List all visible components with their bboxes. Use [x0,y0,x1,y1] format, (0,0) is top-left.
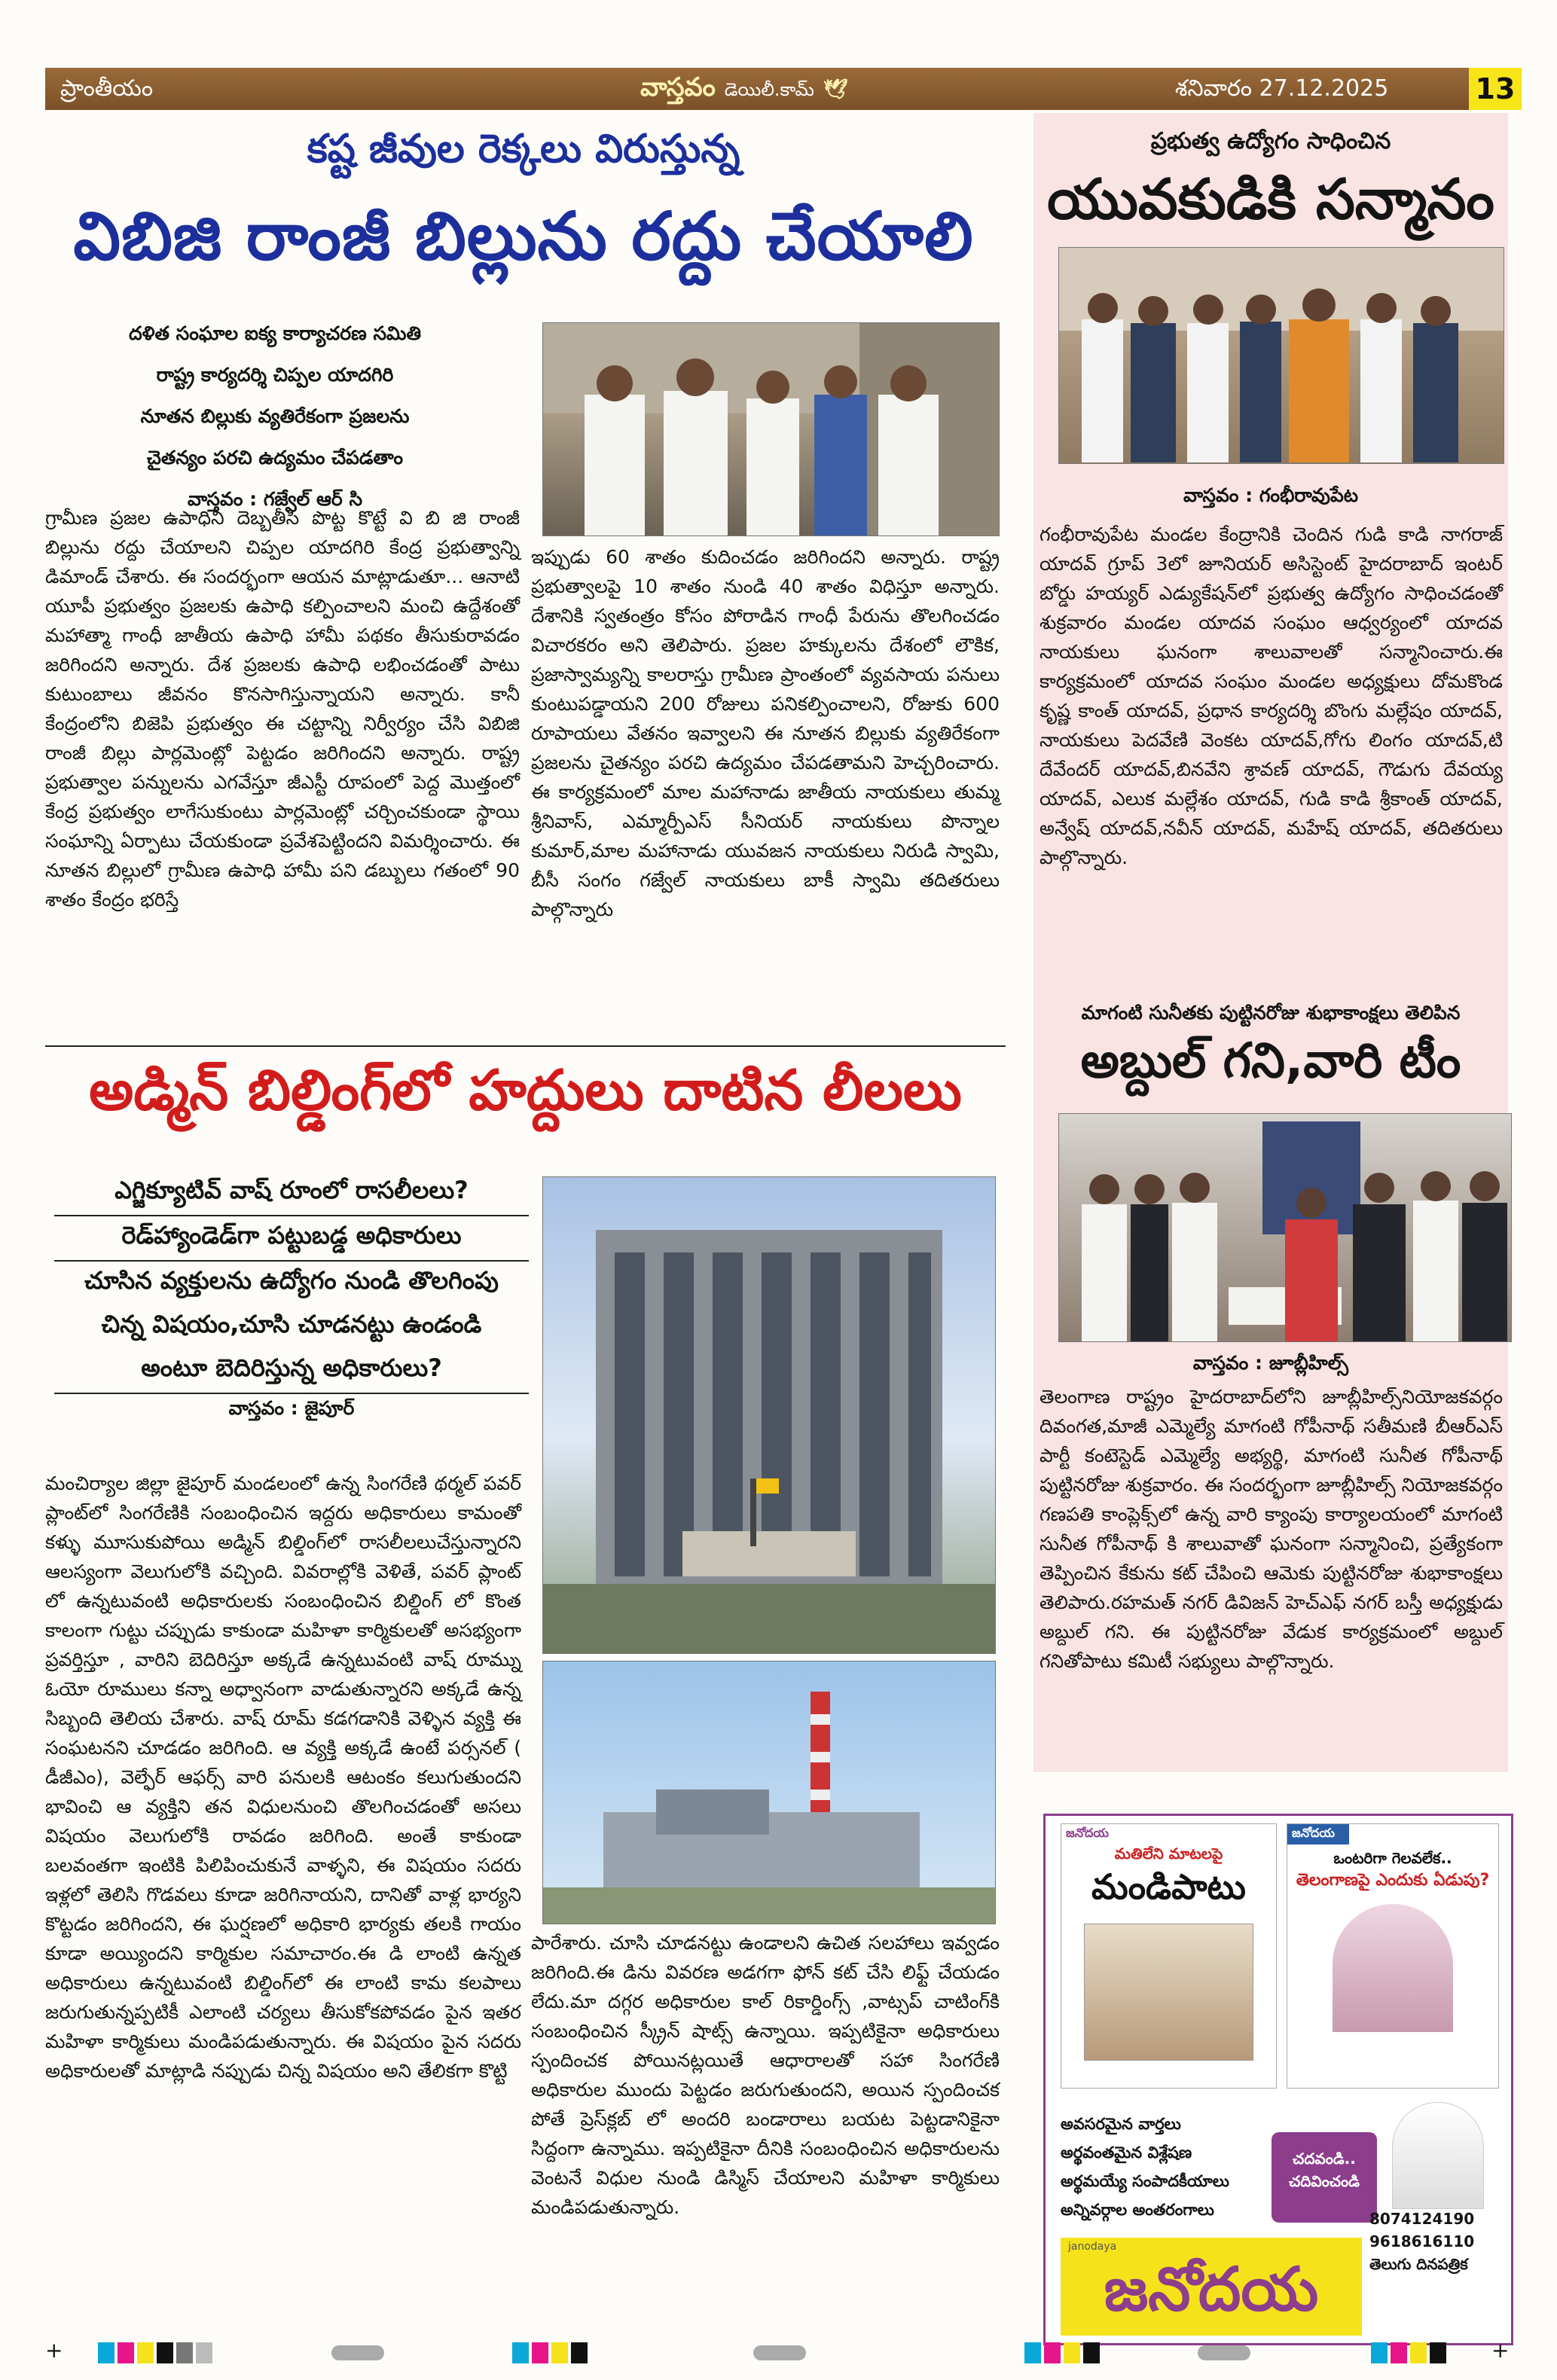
ad-feature-item: అవసరమైన వార్తలు [1061,2115,1181,2133]
page-number: 13 [1469,68,1522,110]
story2-body-col1: మంచిర్యాల జిల్లా జైపూర్ మండలంలో ఉన్న సింగరేణి థర్మల్ పవర్ ప్లాంట్‌లో సింగరేణికి సంబంధించిన ఇద్దరు అధికారులు కామంతో కళ్ళు మూసుకుపోయి అడ్మిన్ బిల్డింగ్‌లో రాసలీలలుచేస్తున్నారని ఆలస్యంగా వెలుగులోకి వచ్చింది. వివరాల్లోకి వెళితే, పవర్ ప్లాంట్ లో ఉన్నటువంటి అధికారులకు సంబంధించిన బిల్డింగ్ లో కొంత కాలంగా గుట్టు చప్పుడు కాకుండా మహిళా కార్మికులతో అసభ్యంగా ప్రవర్తిస్తూ , వారిని బెదిరిస్తూ అక్కడే ఉన్నటువంటి వాష్ రూమ్ను ఓయో రూములు కన్నా అధ్వానంగా వాడుతున్నారని అక్కడే ఉన్న సిబ్బంది తెలియ చేశారు. వాష్ రూమ్ కడగడానికి వెళ్ళిన వ్యక్తి ఈ సంఘటనని చూడడం జరిగింది. ఆ వ్యక్తి అక్కడే ఉంటే పర్సనల్ ( డీజీఎం), వెల్ఫేర్ ఆఫర్స్ వారి పనులకి ఆటంకం కలుగుతుందని భావించి ఆ వ్యక్తిని తన విధులనుంచి తొలగించడంతో అసలు విషయం వెలుగులోకి రావడం జరిగింది. అంతే కాకుండా బలవంతగా ఇంటికి పిలిపించుకునే వాళ్ళని, ఈ విషయం సదరు ఇళ్లలో తెలిసి గొడవలు కూడా జరిగినాయని, దానితో వాళ్ల భార్యని కొట్టడం జరిగిందని, ఈ ఘర్షణలో అధికారి భార్యకు తలకి గాయం కూడా అయ్యిందని కార్మికుల సమాచారం.ఈ డి లాంటి ఉన్నత అధికారులు ఉన్నటువంటి బిల్డింగ్‌లో ఈ లాంటి కామ కలపాలు జరుగుతున్నప్పటికీ ఎలాంటి చర్యలు తీసుకోకపోవడం పైన ఇతర మహిళా కార్మికులు మండిపడుతున్నారు. ఈ విషయం పైన సదరు అధికారులతో మాట్లాడి నప్పుడు చిన్న విషయం అని తేలికగా కొట్టి [45,1472,521,2082]
ad-left-cover [1061,1823,1277,2089]
story4-birthday-photo [1058,1113,1512,1342]
ad-brand-small: janodaya [1068,2241,1117,2253]
building-illustration [543,1177,995,1653]
color-swatch [98,2342,114,2363]
story4-kicker: మాగంటి సునీతకు పుట్టినరోజు శుభాకాంక్షలు తెలిపిన [1081,1002,1461,1024]
crosshair-icon: + [1491,2338,1510,2363]
power-plant-photo [542,1661,996,1924]
ad-phone-numbers [1369,2208,1474,2275]
register-pill [753,2345,806,2360]
story3-kicker: ప్రభుత్వ ఉద్యోగం సాధించిన [1150,128,1391,154]
ad-right-cover [1287,1823,1499,2089]
story3-body: గంభీరావుపేట మండల కేంద్రానికి చెందిన గుడి కాడి నాగరాజ్ యాదవ్ గ్రూప్ 3లో జూనియర్ అసిస్టెంట్ హైదరాబాద్ ఇంటర్ బోర్డు హయ్యర్ ఎడ్యుకేషన్‌లో ప్రభుత్వ ఉద్యోగం సాధించడంతో శుక్రవారం మండల యాదవ సంఘం ఆధ్వర్యంలో యాదవ నాయకులు ఘనంగా శాలువాలతో సన్మానించారు.ఈ కార్యక్రమంలో యాదవ సంఘం మండల అధ్యక్షులు దోమకొండ కృష్ణ కాంత్ యాదవ్, ప్రధాన కార్యదర్శి బొంగు మల్లేషం యాదవ్, నాయకులు పెదవేణి వెంకట యాదవ్,గోగు లింగం యాదవ్,టి దేవేందర్ యాదవ్,బినవేని శ్రావణ్ యాదవ్, గౌడుగు దేవయ్య యాదవ్, ఎలుక మల్లేశం యాదవ్, గుడి కాడి శ్రీకాంత్ యాదవ్, అన్వేష్ యాదవ్,నవీన్ యాదవ్, మహేష్ యాదవ్, తదితరులు పాల్గొన్నారు. [1040,523,1503,868]
page-header-bar [45,68,1484,110]
color-swatch [1044,2342,1061,2363]
color-swatch [551,2342,568,2363]
ad-portrait-image [1084,1924,1253,2061]
story1-body-col2: ఇప్పుడు 60 శాతం కుదించడం జరిగిందని అన్నారు. రాష్ట్ర ప్రభుత్వాలపై 10 శాతం నుండి 40 శాతం విధిస్తూ అన్నారు. దేశానికి స్వతంత్రం కోసం పోరాడిన గాంధీ పేరును తొలగించడం విచారకరం అని తెలిపారు. ప్రజల హక్కులను దేశంలో లౌకిక, ప్రజాస్వామ్యన్ని కాలరాస్తు గ్రామీణ ప్రాంతంలో వ్యవసాయ పనులు కుంటుపడ్డాయని 200 రోజులు పనికల్పించాలని, రోజుకు 600 రూపాయలు వేతనం ఇవ్వాలని ఈ నూతన బిల్లుకు వ్యతిరేకంగా ప్రజలను చైతన్యం పరచి ఉద్యమం చేపడతామని హెచ్చరించారు. ఈ కార్యక్రమంలో మాల మహానాడు జాతీయ నాయకులు తుమ్మ శ్రీనివాస్, ఎమ్మార్పీఎస్ సీనియర్ నాయకులు పొన్నాల కుమార్,మాల మహానాడు యువజన నాయకులు నిరుడి స్వామి, బీసీ సంగం గజ్వేల్ నాయకులు బాకీ స్వామి తదితరులు పాల్గొన్నారు [531,546,1000,920]
story2-deck-line: చూసిన వ్యక్తులను ఉద్యోగం నుండి తొలగింపు [84,1266,499,1295]
admin-building-photo [542,1176,996,1654]
story1-headline: విబిజి రాంజీ బిల్లును రద్దు చేయాలి [73,197,974,275]
story2-dateline: వాస్తవం : జైపూర్ [228,1397,355,1419]
story1-group-photo [542,322,1000,536]
ad-brand-banner [1061,2238,1362,2336]
print-registration-marks [45,2338,1522,2366]
ad-feature-item: అర్థమయ్యే సంపాదకీయాలు [1061,2172,1229,2190]
section-label: ప్రాంతీయం [60,75,154,102]
register-pill [331,2345,384,2360]
color-swatch [137,2342,154,2363]
ad-feature-item: అన్నివర్గాల అంతరంగాలు [1061,2201,1214,2219]
ad-phone: 9618616110 [1369,2232,1475,2250]
story2-deck-line: ఎగ్జిక్యూటివ్ వాష్ రూంలో రాసలీలలు? [54,1171,529,1216]
story4-body: తెలంగాణ రాష్ట్రం హైదరాబాద్‌లోని జూబ్లీహిల్స్‌నియోజకవర్గం దివంగత,మాజీ ఎమ్మెల్యే మాగంటి గోపీనాథ్ సతీమణి బీఆర్ఎస్ పార్టీ కంటెస్టెడ్ ఎమ్మెల్యే అభ్యర్థి, మాగంటి సునీత గోపీనాథ్ పుట్టినరోజు శుక్రవారం. ఈ సందర్భంగా జూబ్లీహిల్స్ నియోజకవర్గం గణపతి కాంప్లెక్స్‌లో ఉన్న వారి క్యాంపు కార్యాలయంలో మాగంటి సునీత గోపీనాథ్ కి శాలువాతో ఘనంగా సన్మానించి, ప్రత్యేకంగా తెప్పించిన కేకును కట్ చేపించి ఆమెకు పుట్టినరోజు శుభాకాంక్షలు తెలిపారు.రహమత్ నగర్ డివిజన్ హెచ్ఎఫ్ నగర్ బస్తీ అధ్యక్షుడు అబ్దుల్ గని. ఈ పుట్టినరోజు వేడుక కార్యక్రమంలో అబ్దుల్ గనితోపాటు కమిటీ సభ్యులు పాల్గొన్నారు. [1040,1386,1503,1672]
color-swatch [1371,2342,1388,2363]
ad-left-kicker: మతిలేని మాటలపై [1114,1844,1223,1863]
ad-right-headline: తెలంగాణపై ఎందుకు ఏడుపు? [1296,1871,1490,1890]
story1-kicker: కష్ట జీవుల రెక్కలు విరుస్తున్న [307,127,740,172]
color-swatch [157,2342,173,2363]
story3-headline: యువకుడికి సన్మానం [1047,167,1494,232]
story4-headline: అబ్దుల్ గని,వారి టీం [1080,1033,1461,1089]
story3-felicitation-photo [1058,247,1504,464]
color-swatch [532,2342,548,2363]
issue-date: శనివారం 27.12.2025 [1175,75,1389,102]
color-swatch [571,2342,588,2363]
register-pill [1198,2345,1250,2360]
story1-body-col1: గ్రామీణ ప్రజల ఉపాధిని దెబ్బతీసి పొట్ట కొట్టే వి బి జి రాంజీ బిల్లును రద్దు చేయాలని చిప్పల యాదగిరి కేంద్ర ప్రభుత్వాన్ని డిమాండ్ చేశారు. ఈ సందర్భంగా ఆయన మాట్లాడుతూ... ఆనాటి యూపీ ప్రభుత్వం ప్రజలకు ఉపాధి కల్పించాలని మంచి ఉద్దేశంతో మహాత్మా గాంధీ జాతీయ ఉపాధి హామీ పథకం తీసుకురావడం జరిగిందని అన్నారు. దేశ ప్రజలకు ఉపాధి లభించడంతో పాటు కుటుంబాలు జీవనం కొనసాగిస్తున్నాయని అన్నారు. కానీ కేంద్రంలోని బిజెపి ప్రభుత్వం ఈ చట్టాన్ని నిర్వీర్యం చేసి విబిజి రాంజీ బిల్లు పార్లమెంట్లో పెట్టడం జరిగిందని అన్నారు. రాష్ట్ర ప్రభుత్వాల పన్నులను ఎగవేస్తూ జీఎస్టీ రూపంలో పెద్ద మొత్తంలో కేంద్ర ప్రభుత్వం లాగేసుకుంటు పార్లమెంట్లో చర్చించకుండా స్థాయి సంఘాన్ని ఏర్పాటు చేయకుండా ప్రవేశపెట్టిందని విమర్శించారు. ఈ నూతన బిల్లులో గ్రామీణ ఉపాధి హామీ పని డబ్బులు గతంలో 90 శాతం కేంద్రం భరిస్తే [45,507,520,911]
story1-subheads [45,313,505,520]
ad-left-headline: మండిపాటు [1091,1866,1246,1907]
color-swatch [1430,2342,1446,2363]
color-swatch [196,2342,212,2363]
ad-right-tag: జనోదయ [1287,1824,1349,1844]
ad-right-kicker: ఒంటరిగా గెలవలేక.. [1333,1849,1452,1867]
story2-headline: అడ్మిన్ బిల్డింగ్‌లో హద్దులు దాటిన లీలలు [89,1058,962,1123]
color-swatch [1064,2342,1080,2363]
photo-people-illustration [1059,1114,1511,1341]
color-swatch [1024,2342,1041,2363]
divider [45,1045,1006,1047]
color-swatch [1083,2342,1100,2363]
story2-decks [54,1171,529,1424]
masthead-brand: వాస్తవం డెయిలీ.కామ్ 🕊 [640,72,848,102]
story2-body-col2: పారేశారు. చూసి చూడనట్టు ఉండాలని ఉచిత సలహాలు ఇవ్వడం జరిగింది.ఈ డిను వివరణ అడగగా ఫోన్ కట్ చేసి లిఫ్ట్ చేయడం లేదు.మా దగ్గర అధికారుల కాల్ రికార్డింగ్స్ ,వాట్సప్ చాటింగ్‌కి సంబంధించిన స్క్రీన్ షాట్స్ ఉన్నాయి. ఇప్పటికైనా అధికారులు స్పందించక పోయినట్లయితే ఆధారాలతో సహా సింగరేణి అధికారుల ముందు పెట్టడం జరుగుతుందని, అయిన స్పందించక పోతే ప్రెస్‌క్లబ్ లో అందరి బండారాలు బయట పెట్టడానికైనా సిద్దంగా ఉన్నాము. ఇప్పటికైనా దీనికి సంబంధించిన అధికారులను వెంటనే విధుల నుండి డిస్మిస్ చేయాలని మహిళా కార్మికులు మండిపడుతున్నారు. [531,1932,1000,2218]
ad-feature-list [1061,2110,1287,2224]
ad-left-tag: జనోదయ [1066,1826,1109,1840]
story1-sub-line: చైతన్యం పరచి ఉద్యమం చేపడతాం [146,447,404,468]
ad-person-image [1392,2102,1484,2209]
story2-deck-line: అంటూ బెదిరిస్తున్న అధికారులు? [54,1349,529,1394]
bird-icon: 🕊 [823,78,848,101]
ad-phone: 8074124190 [1369,2210,1475,2228]
story3-dateline: వాస్తవం : గంభీరావుపేట [1183,484,1359,506]
ad-brand-logo: జనోదయ [1104,2254,1319,2324]
story2-deck-line: చిన్న విషయం,చూసి చూడనట్టు ఉండండి [101,1310,482,1338]
story2-deck-line: రెడ్‌హ్యాండెడ్‌గా పట్టుబడ్డ అధికారులు [54,1216,529,1262]
color-swatch [176,2342,193,2363]
color-swatch [1391,2342,1407,2363]
color-swatch [118,2342,134,2363]
crosshair-icon: + [45,2338,63,2363]
ad-feature-item: అర్థవంతమైన విశ్లేషణ [1061,2144,1192,2162]
ad-cta-badge: చదవండి.. చదివించండి [1272,2132,1377,2223]
ad-portrait-image [1333,1904,1453,2032]
story1-sub-line: దళిత సంఘాల ఐక్య కార్యాచరణ సమితి [128,322,422,344]
ad-tagline: తెలుగు దినపత్రిక [1369,2255,1468,2273]
color-swatch [512,2342,529,2363]
color-swatch [1410,2342,1427,2363]
power-plant-illustration [543,1661,995,1924]
photo-people-illustration [1059,248,1504,463]
janodaya-advertisement [1043,1814,1513,2345]
story1-sub-line: రాష్ట్ర కార్యదర్శి చిప్పల యాదగిరి [156,364,394,386]
story1-dateline: వాస్తవం : గజ్వేల్ ఆర్ సి [188,488,362,510]
photo-people-illustration [543,323,999,536]
story1-sub-line: నూతన బిల్లుకు వ్యతిరేకంగా ప్రజలను [140,405,410,427]
story4-dateline: వాస్తవం : జూబ్లీహిల్స్ [1192,1352,1349,1374]
